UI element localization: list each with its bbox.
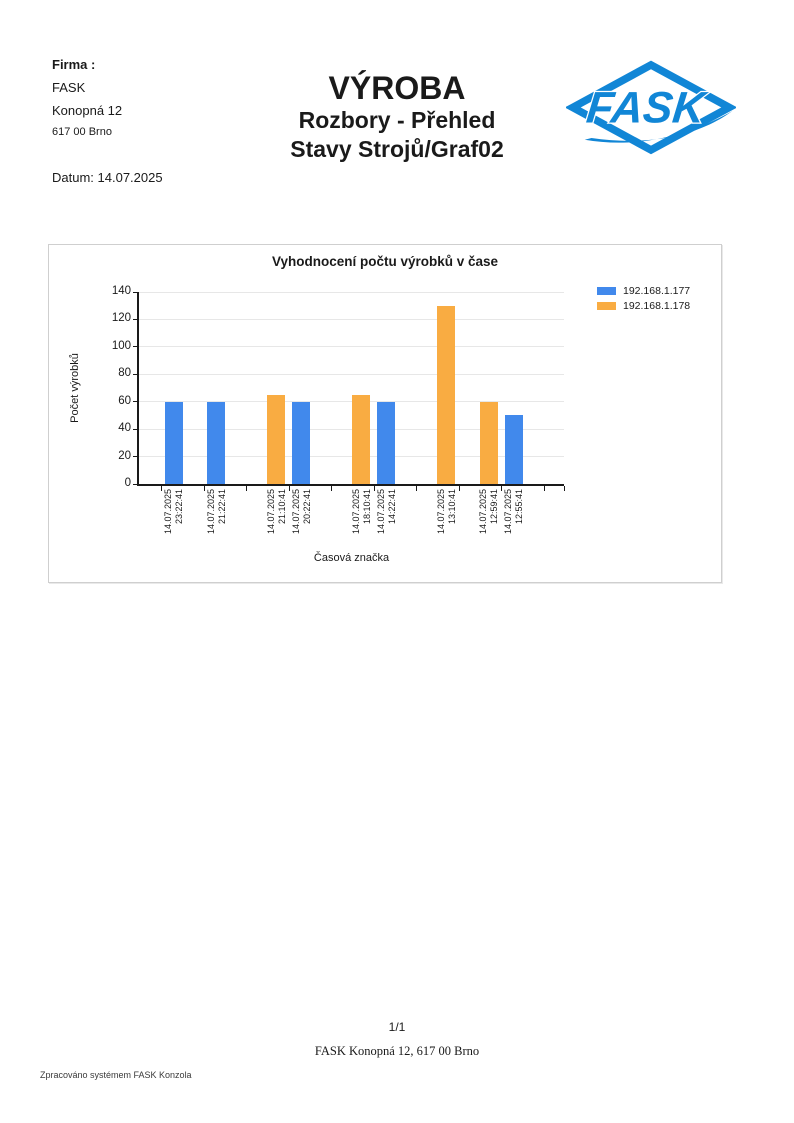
report-title-line2: Rozbory - Přehled	[298, 107, 496, 133]
fask-logo-text: FASK	[584, 83, 708, 133]
x-tick-label-line: 12:59:41	[488, 489, 499, 525]
fask-logo-icon	[566, 56, 736, 164]
x-tick-label-line: 14.07.2025	[290, 489, 301, 535]
page-number: 1/1	[388, 1020, 406, 1034]
x-tick-label-line: 12:55:41	[513, 489, 524, 525]
bar	[505, 415, 523, 484]
legend-item	[597, 285, 690, 297]
x-tick-label	[291, 489, 312, 544]
x-tick-label	[163, 489, 184, 544]
x-tick	[246, 486, 247, 491]
y-tick-label: 100	[111, 339, 131, 352]
legend-label: 192.168.1.177	[623, 285, 691, 297]
firm-block	[52, 57, 122, 138]
x-tick-label-line: 20:22:41	[301, 489, 311, 525]
bar	[377, 402, 395, 484]
bar	[437, 306, 455, 484]
firm-name: FASK	[52, 80, 86, 95]
chart-title: Vyhodnocení počtu výrobků v čase	[271, 254, 499, 269]
generated-by-note: Zpracováno systémem FASK Konzola	[40, 1070, 192, 1080]
x-tick-label-line: 14.07.2025	[205, 489, 216, 535]
bar	[352, 395, 370, 484]
x-tick-label-line: 14.07.2025	[435, 489, 446, 535]
bar	[480, 402, 498, 484]
x-tick-label-line: 14.07.2025	[265, 489, 276, 535]
y-tick-label: 140	[111, 285, 131, 297]
x-tick	[374, 486, 375, 491]
report-date: Datum: 14.07.2025	[52, 170, 163, 185]
gridline	[139, 346, 564, 347]
bar	[267, 395, 285, 484]
x-tick-label	[503, 489, 524, 544]
x-tick-label-line: 14.07.2025	[503, 489, 513, 535]
report-title-line3: Stavy Strojů/Graf02	[290, 136, 504, 162]
x-tick-label	[266, 489, 287, 544]
y-tick-label: 120	[111, 312, 131, 325]
gridline	[139, 292, 564, 293]
bar	[165, 402, 183, 484]
bar	[207, 402, 225, 484]
x-tick	[501, 486, 502, 491]
legend-label: 192.168.1.178	[623, 300, 691, 312]
firm-label: Firma :	[52, 57, 96, 72]
footer-address: FASK Konopná 12, 617 00 Brno	[314, 1044, 480, 1058]
x-tick-label-line: 14.07.2025	[350, 489, 361, 535]
x-tick	[544, 486, 545, 491]
x-axis	[137, 484, 564, 486]
x-tick-label-line: 23:22:41	[173, 489, 184, 525]
x-tick-label	[376, 489, 397, 544]
y-tick-label: 20	[118, 449, 131, 462]
report-title	[227, 70, 567, 164]
x-tick	[564, 486, 565, 491]
y-axis	[137, 292, 139, 486]
y-tick-label: 0	[124, 477, 131, 489]
x-tick-label-line: 14.07.2025	[375, 489, 386, 535]
legend-swatch	[597, 302, 616, 310]
x-tick	[416, 486, 417, 491]
y-axis-title: Počet výrobků	[69, 353, 81, 423]
gridline	[139, 319, 564, 320]
x-tick	[331, 486, 332, 491]
legend-item	[597, 300, 690, 312]
x-tick-label	[206, 489, 227, 544]
x-tick-label-line: 13:10:41	[446, 489, 456, 525]
x-tick-label-line: 14:22:41	[386, 489, 396, 525]
x-tick-label-line: 18:10:41	[361, 489, 371, 525]
x-axis-title: Časová značka	[313, 552, 390, 564]
bar	[292, 402, 310, 484]
x-tick-label-line: 14.07.2025	[163, 489, 173, 535]
x-tick	[459, 486, 460, 491]
legend	[597, 285, 690, 315]
x-tick	[204, 486, 205, 491]
report-title-line1: VÝROBA	[328, 70, 466, 106]
y-tick-label: 60	[118, 394, 131, 407]
gridline	[139, 374, 564, 375]
firm-city: 617 00 Brno	[52, 126, 112, 138]
x-tick-label-line: 14.07.2025	[478, 489, 488, 535]
y-tick-label: 80	[118, 367, 131, 380]
y-tick-label: 40	[118, 422, 131, 435]
x-tick-label	[351, 489, 372, 544]
chart-container	[48, 244, 722, 583]
x-tick-label	[436, 489, 457, 544]
x-tick-label-line: 21:10:41	[276, 489, 286, 525]
x-tick	[161, 486, 162, 491]
firm-street: Konopná 12	[52, 103, 123, 118]
legend-swatch	[597, 287, 616, 295]
x-tick	[289, 486, 290, 491]
x-tick-label-line: 21:22:41	[216, 489, 226, 525]
x-tick-label	[478, 489, 499, 544]
